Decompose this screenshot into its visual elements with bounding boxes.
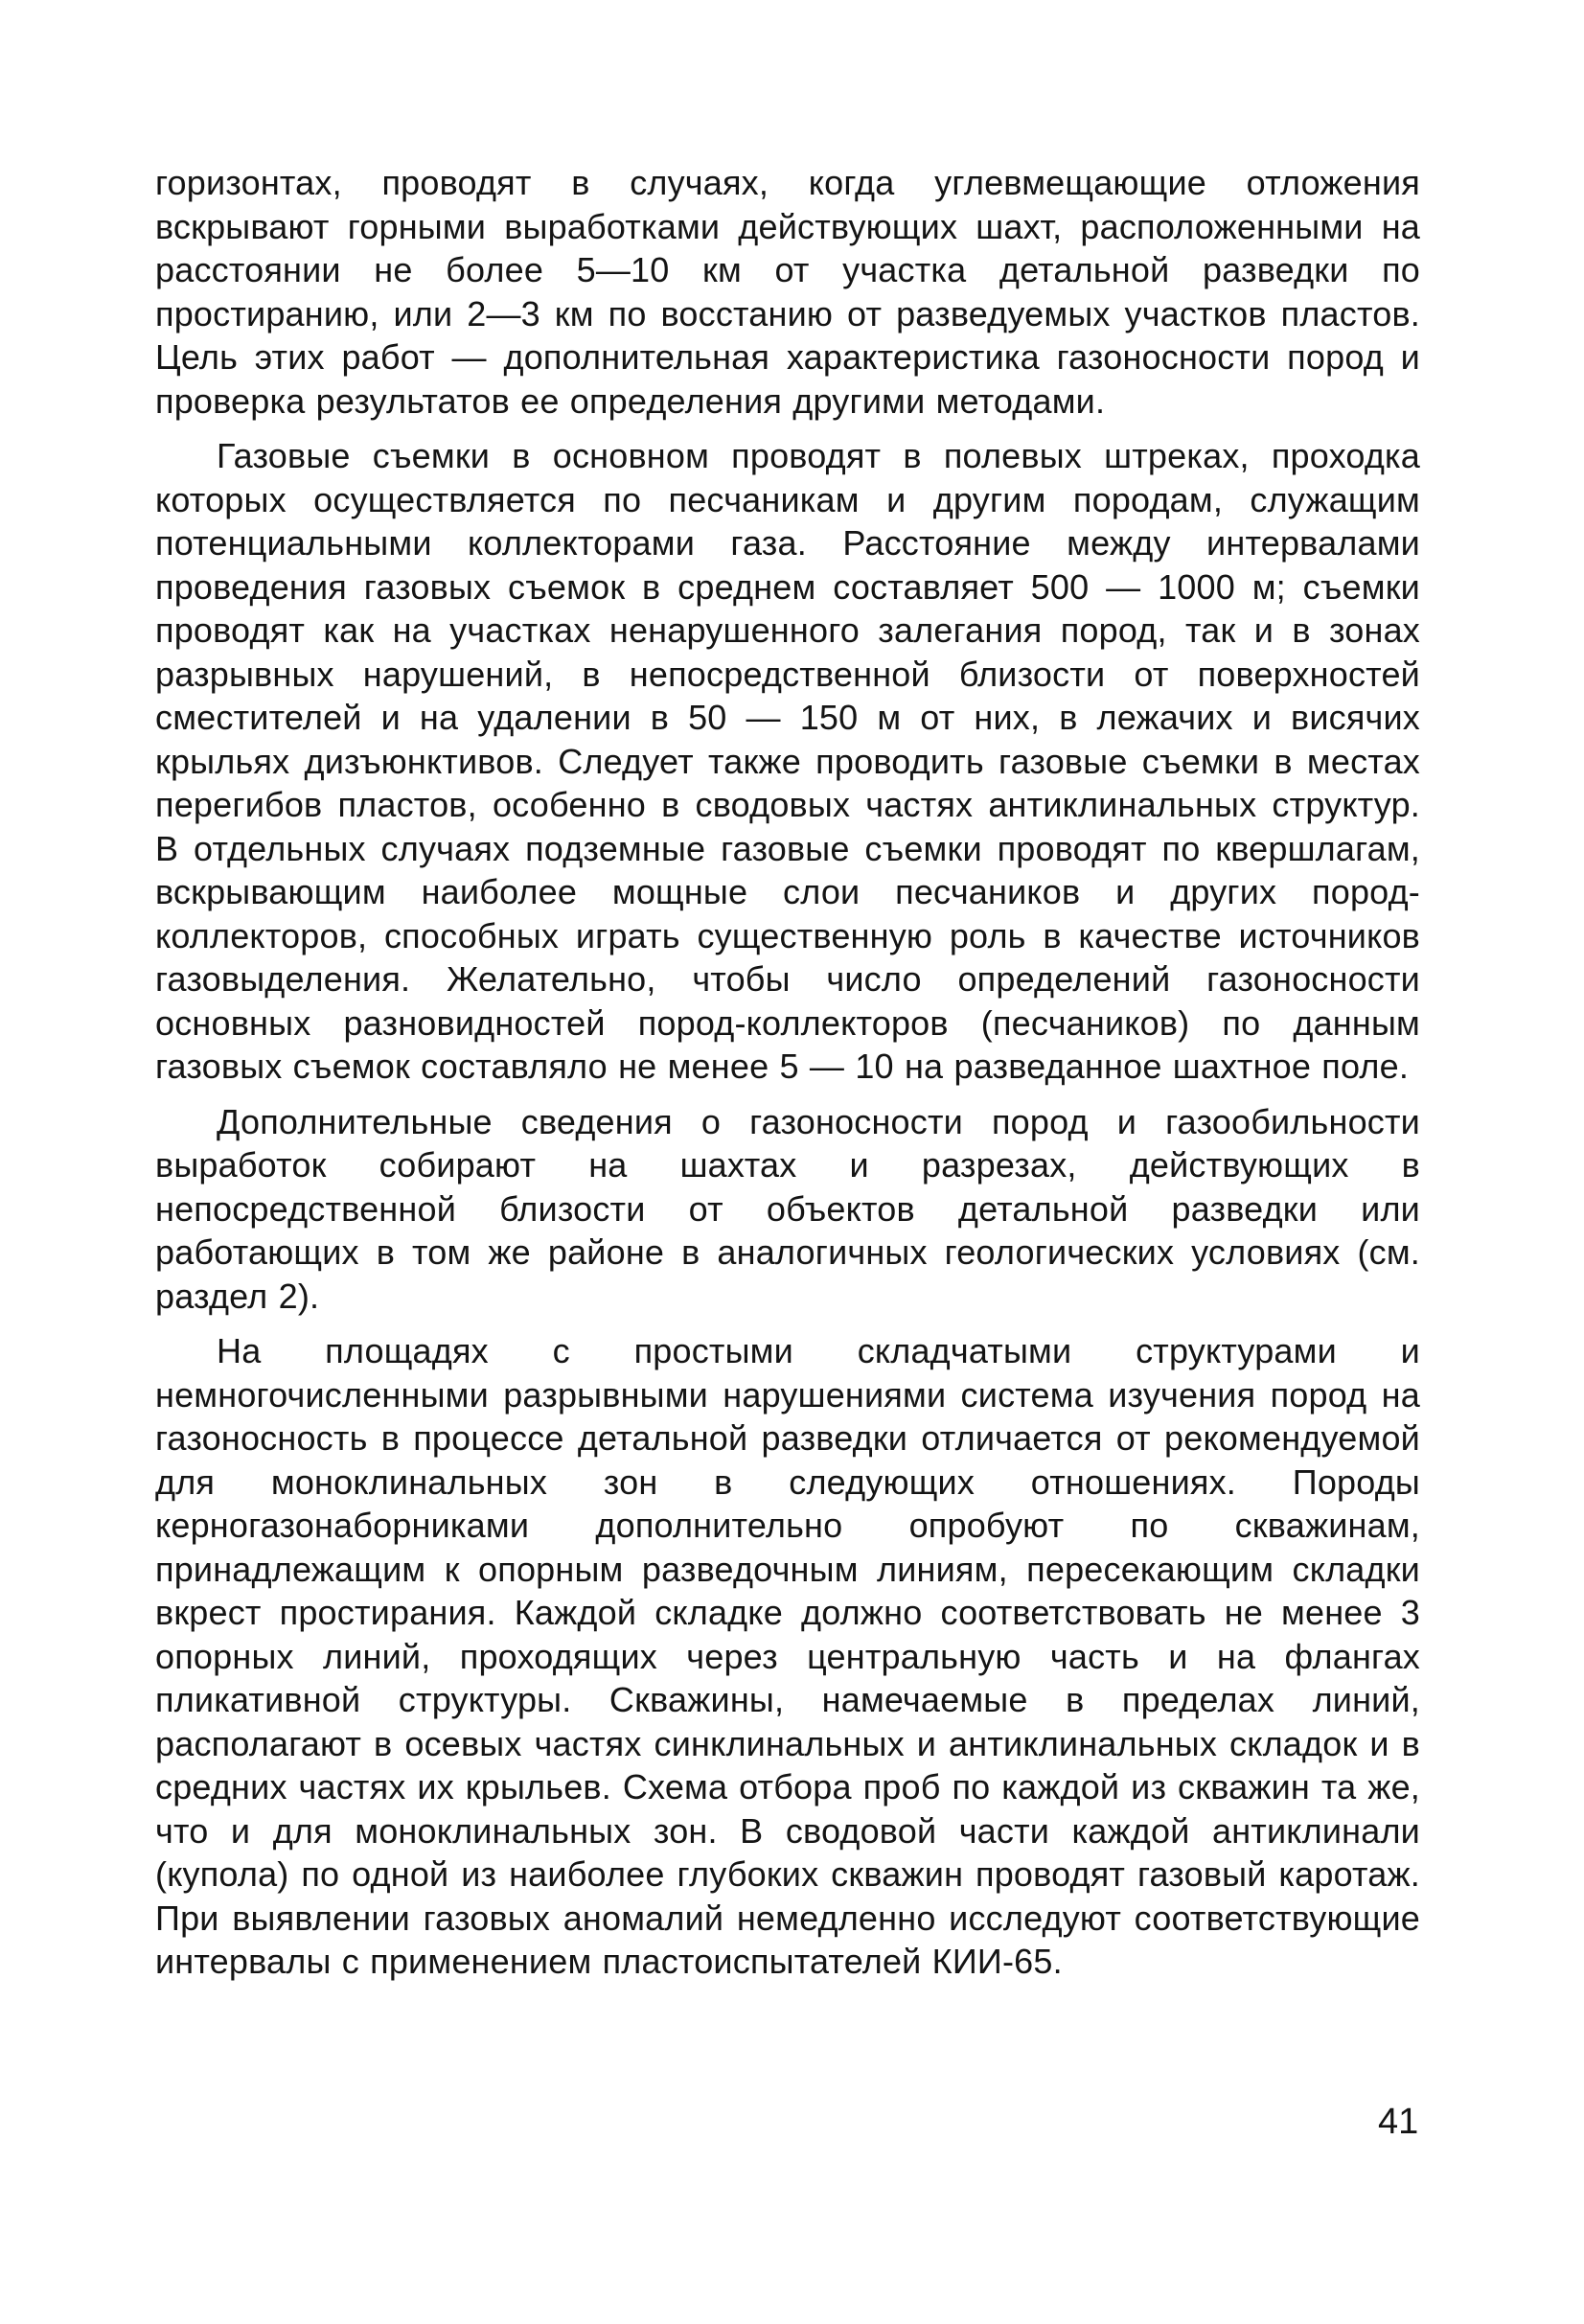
- paragraph-folded-structures: На площадях с простыми складчатыми структурами и немногочисленными разрывными нарушениями система изучения пород на газоносность в процессе детальной разведки отличается от рекомендуемой для моноклинальных зон в следующих отношениях. Породы керногазонаборниками дополнительно опробуют по скважинам, принадлежащим к опорным разведочным линиям, пересекающим складки вкрест простирания. Каждой складке должно соответствовать не менее 3 опорных линий, проходящих через центральную часть и на флангах пликативной структуры. Скважины, намечаемые в пределах линий, располагают в осевых частях синклинальных и антиклинальных складок и в средних частях их крыльев. Схема отбора проб по каждой из скважин та же, что и для моноклинальных зон. В сводовой части каждой антиклинали (купола) по одной из наиболее глубоких скважин проводят газовый каротаж. При выявлении газовых аномалий немедленно исследуют соответствующие интервалы с применением пластоиспытателей КИИ-65.: [155, 1331, 1420, 1981]
- body-text: [155, 161, 1420, 1984]
- paragraph-continuation: горизонтах, проводят в случаях, когда углевмещающие отложения вскрывают горными выработками действующих шахт, расположенными на расстоянии не более 5—10 км от участка детальной разведки по простиранию, или 2—3 км по восстанию от разведуемых участков пластов. Цель этих работ — дополнительная характеристика газоносности пород и проверка результатов ее определения другими методами.: [155, 163, 1420, 421]
- page-number: 41: [1378, 2102, 1419, 2142]
- paragraph-additional-info: Дополнительные сведения о газоносности пород и газообильности выработок собирают на шахтах и разрезах, действующих в непосредственной близости от объектов детальной разведки или работающих в том же районе в аналогичных геологических условиях (см. раздел 2).: [155, 1101, 1420, 1316]
- paragraph-gas-surveys: Газовые съемки в основном проводят в полевых штреках, проходка которых осуществляется по песчаникам и другим породам, служащим потенциальными коллекторами газа. Расстояние между интервалами проведения газовых съемок в среднем составляет 500 — 1000 м; съемки проводят как на участках ненарушенного залегания пород, так и в зонах разрывных нарушений, в непосредственной близости от поверхностей сместителей и на удалении в 50 — 150 м от них, в лежачих и висячих крыльях дизъюнктивов. Следует также проводить газовые съемки в местах перегибов пластов, особенно в сводовых частях антиклинальных структур. В отдельных случаях подземные газовые съемки проводят по квершлагам, вскрывающим наиболее мощные слои песчаников и других пород-коллекторов, способных играть существенную роль в качестве источников газовыделения. Желательно, чтобы число определений газоносности основных разновидностей пород-коллекторов (песчаников) по данным газовых съемок составляло не менее 5 — 10 на разведанное шахтное поле.: [155, 436, 1420, 1086]
